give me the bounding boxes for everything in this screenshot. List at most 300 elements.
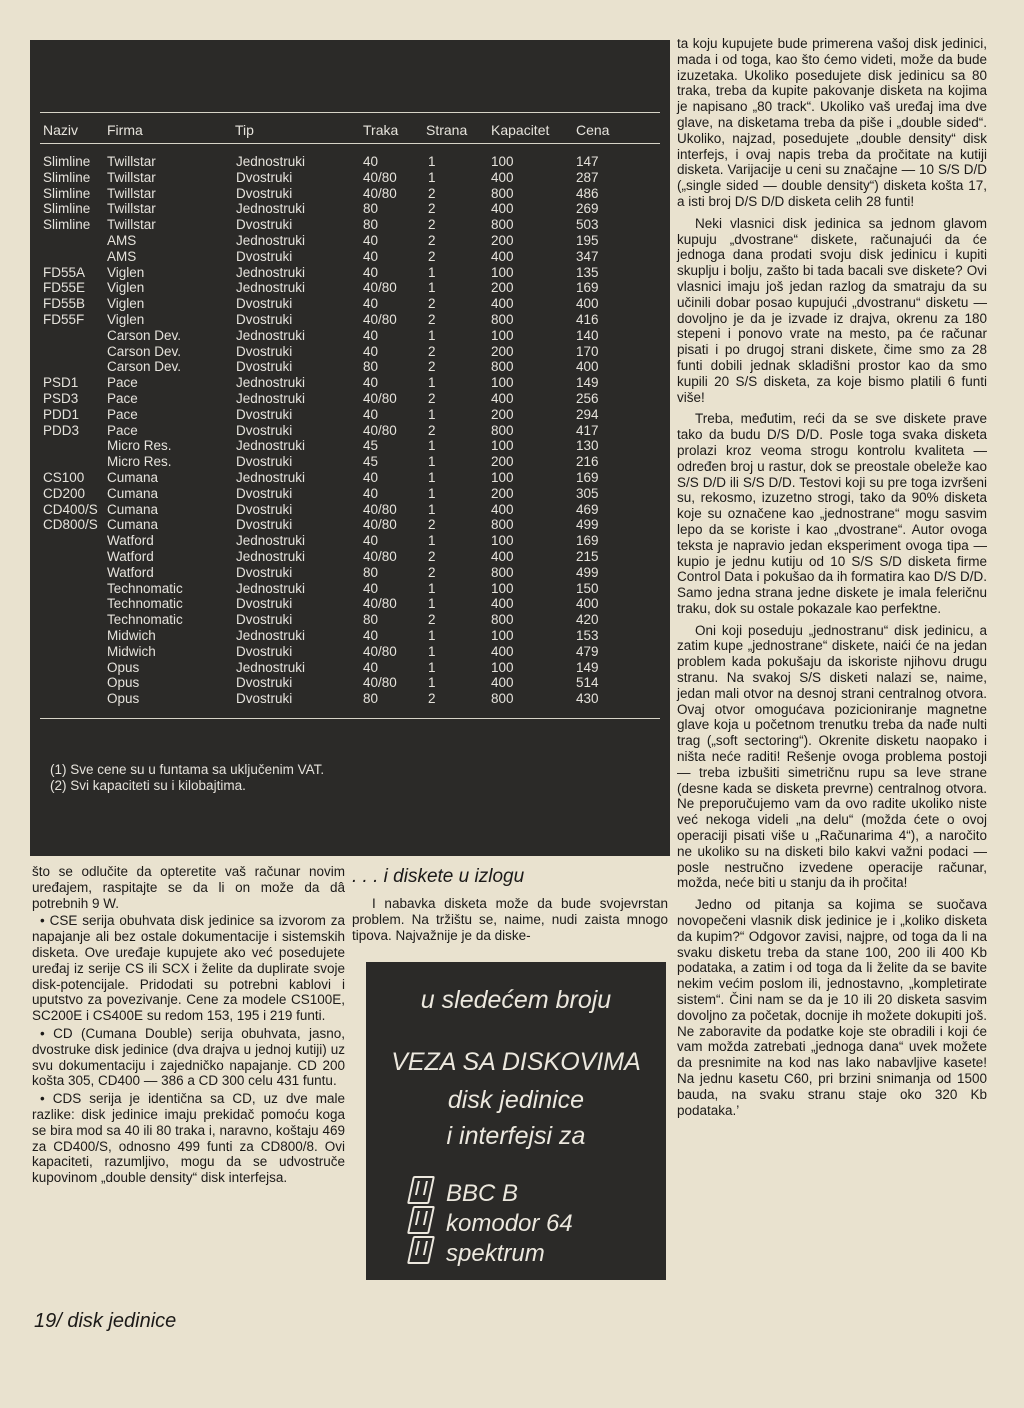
cell-firma: Viglen bbox=[107, 264, 145, 280]
header-strana: Strana bbox=[426, 122, 468, 138]
cell-traka: 80 bbox=[363, 217, 379, 233]
cell-strana: 2 bbox=[428, 296, 436, 312]
cell-cena: 256 bbox=[576, 390, 599, 406]
cell-firma: Cumana bbox=[107, 517, 159, 533]
cell-firma: Twillstar bbox=[107, 154, 156, 169]
cell-cena: 169 bbox=[576, 533, 599, 549]
cell-strana: 1 bbox=[428, 643, 436, 659]
cell-traka: 40 bbox=[363, 248, 379, 264]
header-traka: Traka bbox=[363, 122, 399, 138]
cell-traka: 80 bbox=[363, 359, 379, 375]
cell-tip: Jednostruki bbox=[236, 327, 306, 343]
paragraph: Neki vlasnici disk jedinica sa jednom glavom kupuju „dvostrane“ diskete, računajući da će jednoga dana prodati svoju disk jedinicu i kupiti skuplju i bolju, zašto bi tada bacali sve diskete? Ovi vlasnici imaju još jedan razlog da smatraju da su učinili dobar posao kupujući „dvostranu“ disketu — dovoljno je da je izvade iz drajva, okrenu za 180 stepeni i ponovo vrate na mesto, pa će računar pisati i po drugoj strani diskete, čime smo za 28 funti dobili jednak skladišni prostor kao da smo kupili 20 S/S disketa, za koje bismo platili 6 funti više! bbox=[677, 215, 987, 405]
cell-tip: Dvostruki bbox=[236, 422, 293, 438]
cell-firma: Cumana bbox=[107, 501, 159, 517]
cell-firma: Watford bbox=[107, 533, 154, 549]
cell-kapacitet: 200 bbox=[491, 454, 514, 470]
cell-firma: Carson Dev. bbox=[107, 327, 182, 343]
cell-tip: Dvostruki bbox=[236, 169, 293, 185]
table-note: (1) Sve cene su u funtama sa uključenim VAT. bbox=[50, 762, 325, 777]
cell-cena: 153 bbox=[576, 627, 599, 643]
cell-tip: Dvostruki bbox=[236, 454, 293, 470]
cell-cena: 135 bbox=[576, 264, 599, 280]
cell-traka: 40/80 bbox=[363, 517, 397, 533]
cell-kapacitet: 200 bbox=[491, 343, 514, 359]
cell-firma: Watford bbox=[107, 548, 154, 564]
cell-firma: Viglen bbox=[107, 311, 145, 327]
cell-firma: Cumana bbox=[107, 469, 159, 485]
cell-tip: Dvostruki bbox=[236, 311, 293, 327]
cell-strana: 1 bbox=[428, 154, 436, 169]
cell-cena: 294 bbox=[576, 406, 599, 422]
header-firma: Firma bbox=[107, 122, 143, 138]
cell-traka: 40 bbox=[363, 406, 379, 422]
cell-traka: 40 bbox=[363, 232, 379, 248]
paragraph: što se odlučite da opteretite vaš računar novim uređajem, raspitajte se da li on može da dâ potrebnih 9 W. bbox=[32, 864, 345, 911]
table-row bbox=[30, 233, 670, 249]
right-text-column bbox=[677, 36, 987, 1124]
cell-cena: 287 bbox=[576, 169, 599, 185]
cell-traka: 40 bbox=[363, 485, 379, 501]
cell-cena: 195 bbox=[576, 232, 599, 248]
cell-traka: 40 bbox=[363, 154, 379, 169]
cell-kapacitet: 800 bbox=[491, 185, 514, 201]
cell-kapacitet: 400 bbox=[491, 390, 514, 406]
cell-naziv: Slimline bbox=[43, 201, 91, 217]
table-row bbox=[30, 423, 670, 439]
header-bottom-rule bbox=[40, 143, 660, 144]
cell-tip: Jednostruki bbox=[236, 154, 306, 169]
cell-naziv: Slimline bbox=[43, 169, 91, 185]
cell-tip: Jednostruki bbox=[236, 438, 306, 454]
cell-kapacitet: 400 bbox=[491, 296, 514, 312]
cell-kapacitet: 100 bbox=[491, 438, 514, 454]
cell-traka: 40 bbox=[363, 659, 379, 675]
cell-tip: Jednostruki bbox=[236, 280, 306, 296]
table-row bbox=[30, 217, 670, 233]
cell-firma: Twillstar bbox=[107, 169, 156, 185]
cell-firma: Opus bbox=[107, 659, 140, 675]
cell-traka: 45 bbox=[363, 438, 379, 454]
cell-firma: Viglen bbox=[107, 296, 145, 312]
promo-item-label: spektrum bbox=[446, 1240, 545, 1267]
cell-kapacitet: 800 bbox=[491, 691, 514, 707]
table-row bbox=[30, 249, 670, 265]
cell-cena: 269 bbox=[576, 201, 599, 217]
cell-cena: 140 bbox=[576, 327, 599, 343]
cell-firma: AMS bbox=[107, 248, 137, 264]
table-row bbox=[30, 565, 670, 581]
cell-strana: 2 bbox=[428, 201, 436, 217]
cell-kapacitet: 400 bbox=[491, 248, 514, 264]
cell-kapacitet: 400 bbox=[491, 169, 514, 185]
cell-tip: Dvostruki bbox=[236, 185, 293, 201]
table-row bbox=[30, 533, 670, 549]
cell-cena: 149 bbox=[576, 375, 599, 391]
cell-cena: 400 bbox=[576, 359, 599, 375]
cell-cena: 400 bbox=[576, 596, 599, 612]
cell-firma: Technomatic bbox=[107, 596, 183, 612]
cell-naziv: Slimline bbox=[43, 217, 91, 233]
cell-cena: 486 bbox=[576, 185, 599, 201]
cell-kapacitet: 200 bbox=[491, 485, 514, 501]
cell-firma: Twillstar bbox=[107, 217, 156, 233]
cell-cena: 479 bbox=[576, 643, 599, 659]
cell-tip: Jednostruki bbox=[236, 390, 306, 406]
cell-traka: 40/80 bbox=[363, 596, 397, 612]
cell-strana: 1 bbox=[428, 501, 436, 517]
bullet-paragraph: • CDS serija je identična sa CD, uz dve male razlike: disk jedinice imaju prekidač pomoću koga se bira mod sa 40 ili 80 traka i, naravno, koštaju 469 za CD400/S, odnosno 499 funti za CD800/8. Ovi kapaciteti, razumljivo, mogu da se udvostruče kupovinom „double density“ disk interfejsa. bbox=[32, 1091, 345, 1186]
cell-cena: 170 bbox=[576, 343, 599, 359]
table-row bbox=[30, 644, 670, 660]
table-row bbox=[30, 438, 670, 454]
table-row bbox=[30, 201, 670, 217]
table-row bbox=[30, 549, 670, 565]
cell-strana: 1 bbox=[428, 406, 436, 422]
next-issue-promo bbox=[366, 962, 666, 1280]
cell-firma: Twillstar bbox=[107, 185, 156, 201]
left-text-column bbox=[32, 864, 345, 1188]
cell-kapacitet: 100 bbox=[491, 627, 514, 643]
cell-tip: Dvostruki bbox=[236, 343, 293, 359]
cell-strana: 1 bbox=[428, 580, 436, 596]
cell-cena: 147 bbox=[576, 154, 599, 169]
cell-naziv: Slimline bbox=[43, 185, 91, 201]
cell-traka: 40/80 bbox=[363, 548, 397, 564]
promo-item bbox=[410, 1176, 518, 1208]
paragraph: Treba, međutim, reći da se sve diskete prave tako da budu D/S D/D. Posle toga svaka disketa prolazi kroz veoma strogu kontrolu kvaliteta — određen broj u rastur, dok se preostale obeleže kao S/S D/D ili S/S D/D. Testovi koji su pre toga izvršeni su, rekosmo, izuzetno strogi, tako da 90% disketa koje su označene kao „jednostrane“ mogu sasvim lepo da se koriste i kao „dvostrane“. Autor ovoga teksta je napravio jedan eksperiment ovoga tipa — kupio je jednu kutiju od 10 S/S S/D disketa firme Control Data i pokušao da ih formatira kao D/S D/D. Samo jedna strana jedne diskete je imala feleričnu traku, dok su ostale pokazale kao perfektne. bbox=[677, 411, 987, 616]
promo-item bbox=[410, 1236, 545, 1268]
cell-kapacitet: 800 bbox=[491, 612, 514, 628]
cell-traka: 40/80 bbox=[363, 390, 397, 406]
cell-strana: 2 bbox=[428, 359, 436, 375]
promo-next-issue: u sledećem broju bbox=[420, 986, 612, 1014]
cell-traka: 40/80 bbox=[363, 185, 397, 201]
floppy-disk-icon bbox=[407, 1176, 435, 1204]
cell-cena: 169 bbox=[576, 280, 599, 296]
cell-cena: 420 bbox=[576, 612, 599, 628]
cell-kapacitet: 100 bbox=[491, 533, 514, 549]
cell-traka: 40/80 bbox=[363, 501, 397, 517]
cell-strana: 1 bbox=[428, 675, 436, 691]
cell-tip: Dvostruki bbox=[236, 517, 293, 533]
cell-cena: 499 bbox=[576, 564, 599, 580]
cell-cena: 499 bbox=[576, 517, 599, 533]
cell-firma: Watford bbox=[107, 564, 154, 580]
table-row bbox=[30, 328, 670, 344]
cell-traka: 80 bbox=[363, 612, 379, 628]
cell-firma: Micro Res. bbox=[107, 454, 172, 470]
cell-naziv: CD200 bbox=[43, 485, 86, 501]
table-row bbox=[30, 691, 670, 707]
cell-traka: 40/80 bbox=[363, 169, 397, 185]
cell-naziv: CD800/S bbox=[43, 517, 98, 533]
cell-cena: 130 bbox=[576, 438, 599, 454]
cell-strana: 1 bbox=[428, 438, 436, 454]
cell-traka: 40/80 bbox=[363, 280, 397, 296]
cell-traka: 80 bbox=[363, 201, 379, 217]
table-row bbox=[30, 517, 670, 533]
cell-traka: 40 bbox=[363, 627, 379, 643]
cell-cena: 503 bbox=[576, 217, 599, 233]
cell-firma: Pace bbox=[107, 390, 138, 406]
floppy-disk-icon bbox=[407, 1236, 435, 1264]
cell-strana: 1 bbox=[428, 485, 436, 501]
cell-strana: 2 bbox=[428, 422, 436, 438]
cell-cena: 400 bbox=[576, 296, 599, 312]
cell-tip: Dvostruki bbox=[236, 612, 293, 628]
cell-tip: Dvostruki bbox=[236, 596, 293, 612]
cell-kapacitet: 400 bbox=[491, 501, 514, 517]
table-row bbox=[30, 581, 670, 597]
cell-kapacitet: 400 bbox=[491, 675, 514, 691]
cell-kapacitet: 200 bbox=[491, 280, 514, 296]
table-body bbox=[30, 154, 670, 707]
cell-strana: 1 bbox=[428, 280, 436, 296]
cell-traka: 40 bbox=[363, 296, 379, 312]
cell-tip: Dvostruki bbox=[236, 359, 293, 375]
bullet-paragraph: • CD (Cumana Double) serija obuhvata, jasno, dvostruke disk jedinice (dva drajva u jednoj kutiji) uz svu dokumentaciju i zajedničko napajanje. CD 200 košta 305, CD400 — 386 a CD 300 celu 431 funtu. bbox=[32, 1026, 345, 1089]
cell-firma: Twillstar bbox=[107, 201, 156, 217]
floppy-disk-icon bbox=[407, 1206, 435, 1234]
cell-strana: 2 bbox=[428, 517, 436, 533]
middle-text-column bbox=[352, 896, 668, 943]
table-row bbox=[30, 265, 670, 281]
cell-traka: 40/80 bbox=[363, 675, 397, 691]
cell-firma: Micro Res. bbox=[107, 438, 172, 454]
cell-kapacitet: 800 bbox=[491, 517, 514, 533]
promo-item-label: komodor 64 bbox=[446, 1210, 573, 1237]
cell-cena: 416 bbox=[576, 311, 599, 327]
table-row bbox=[30, 296, 670, 312]
cell-tip: Dvostruki bbox=[236, 217, 293, 233]
cell-traka: 80 bbox=[363, 564, 379, 580]
cell-strana: 2 bbox=[428, 217, 436, 233]
cell-strana: 1 bbox=[428, 264, 436, 280]
cell-firma: Technomatic bbox=[107, 580, 183, 596]
cell-tip: Dvostruki bbox=[236, 296, 293, 312]
cell-strana: 2 bbox=[428, 311, 436, 327]
section-heading: . . . i diskete u izlogu bbox=[352, 866, 525, 887]
cell-firma: Midwich bbox=[107, 643, 156, 659]
cell-kapacitet: 800 bbox=[491, 564, 514, 580]
cell-tip: Dvostruki bbox=[236, 564, 293, 580]
cell-tip: Jednostruki bbox=[236, 469, 306, 485]
cell-tip: Jednostruki bbox=[236, 201, 306, 217]
cell-strana: 2 bbox=[428, 343, 436, 359]
cell-tip: Jednostruki bbox=[236, 580, 306, 596]
table-row bbox=[30, 407, 670, 423]
table-row bbox=[30, 391, 670, 407]
cell-kapacitet: 400 bbox=[491, 548, 514, 564]
cell-kapacitet: 400 bbox=[491, 596, 514, 612]
cell-traka: 40 bbox=[363, 264, 379, 280]
table-note: (2) Svi kapaciteti su i kilobajtima. bbox=[50, 778, 246, 793]
table-row bbox=[30, 375, 670, 391]
table-row bbox=[30, 280, 670, 296]
table-row bbox=[30, 612, 670, 628]
paragraph: Jedno od pitanja sa kojima se suočava novopečeni vlasnik disk jedinice je i „koliko disketa da kupim?“ Odgovor zavisi, najpre, od toga da li na svaku disketu treba da stane 100, 200 ili 400 Kb podataka, a zatim i od toga da li želite da se bavite nekim većim poslom ili, jednostavno, „kompletirate sistem“. Čini nam se da je 10 ili 20 disketa sasvim dovoljno za početak, docnije ih možete dokupiti još. Ne zaboravite da podatke koje ste obradili i koji će vam možda zatrebati „jednoga dana“ uvek možete da presnimite na kod nas lako nabavljive kasete! Na jednu kasetu C60, pri brzini snimanja od 1500 bauda, na svaku stranu staje oko 320 Kb podataka.’ bbox=[677, 897, 987, 1118]
cell-kapacitet: 100 bbox=[491, 264, 514, 280]
cell-kapacitet: 100 bbox=[491, 375, 514, 391]
cell-tip: Dvostruki bbox=[236, 691, 293, 707]
cell-tip: Jednostruki bbox=[236, 264, 306, 280]
header-cena: Cena bbox=[576, 122, 610, 138]
table-row bbox=[30, 170, 670, 186]
cell-cena: 305 bbox=[576, 485, 599, 501]
cell-naziv: FD55B bbox=[43, 296, 86, 312]
paragraph: I nabavka disketa može da bude svojevrstan problem. Na tržištu se, naime, nudi zaista mnogo tipova. Najvažnije je da diske- bbox=[352, 896, 668, 943]
cell-strana: 1 bbox=[428, 659, 436, 675]
cell-kapacitet: 100 bbox=[491, 154, 514, 169]
cell-cena: 514 bbox=[576, 675, 599, 691]
cell-cena: 149 bbox=[576, 659, 599, 675]
cell-kapacitet: 400 bbox=[491, 643, 514, 659]
promo-subtitle: disk jedinice bbox=[447, 1086, 585, 1114]
cell-firma: Opus bbox=[107, 675, 140, 691]
cell-naziv: FD55F bbox=[43, 311, 85, 327]
cell-kapacitet: 400 bbox=[491, 201, 514, 217]
cell-cena: 417 bbox=[576, 422, 599, 438]
table-row bbox=[30, 186, 670, 202]
cell-traka: 40/80 bbox=[363, 422, 397, 438]
table-row bbox=[30, 470, 670, 486]
cell-kapacitet: 200 bbox=[491, 406, 514, 422]
disk-price-table-panel bbox=[30, 40, 670, 856]
cell-kapacitet: 800 bbox=[491, 217, 514, 233]
table-bottom-rule bbox=[40, 718, 660, 719]
cell-cena: 150 bbox=[576, 580, 599, 596]
cell-naziv: PSD3 bbox=[43, 390, 79, 406]
cell-tip: Dvostruki bbox=[236, 675, 293, 691]
cell-strana: 2 bbox=[428, 564, 436, 580]
cell-naziv: FD55A bbox=[43, 264, 86, 280]
cell-strana: 1 bbox=[428, 533, 436, 549]
cell-firma: Pace bbox=[107, 406, 138, 422]
cell-strana: 1 bbox=[428, 169, 436, 185]
cell-strana: 2 bbox=[428, 691, 436, 707]
cell-strana: 1 bbox=[428, 454, 436, 470]
promo-subtitle: i interfejsi za bbox=[446, 1122, 586, 1150]
cell-firma: Carson Dev. bbox=[107, 343, 182, 359]
promo-item bbox=[410, 1206, 573, 1238]
cell-kapacitet: 800 bbox=[491, 422, 514, 438]
cell-tip: Dvostruki bbox=[236, 501, 293, 517]
cell-firma: Midwich bbox=[107, 627, 156, 643]
cell-traka: 80 bbox=[363, 691, 379, 707]
table-row bbox=[30, 660, 670, 676]
cell-firma: Cumana bbox=[107, 485, 159, 501]
table-row bbox=[30, 596, 670, 612]
cell-tip: Jednostruki bbox=[236, 533, 306, 549]
table-row bbox=[30, 359, 670, 375]
cell-naziv: PDD3 bbox=[43, 422, 80, 438]
cell-firma: Pace bbox=[107, 375, 138, 391]
cell-naziv: FD55E bbox=[43, 280, 86, 296]
cell-strana: 1 bbox=[428, 469, 436, 485]
table-top-rule bbox=[40, 112, 660, 113]
cell-strana: 2 bbox=[428, 612, 436, 628]
cell-cena: 216 bbox=[576, 454, 599, 470]
cell-traka: 40 bbox=[363, 375, 379, 391]
cell-kapacitet: 100 bbox=[491, 659, 514, 675]
header-kapacitet: Kapacitet bbox=[491, 122, 550, 138]
header-naziv: Naziv bbox=[43, 122, 79, 138]
cell-strana: 2 bbox=[428, 548, 436, 564]
promo-title: VEZA SA DISKOVIMA bbox=[391, 1048, 641, 1076]
cell-kapacitet: 200 bbox=[491, 232, 514, 248]
cell-firma: Carson Dev. bbox=[107, 359, 182, 375]
paragraph: ta koju kupujete bude primerena vašoj disk jedinici, mada i od toga, kao što ćemo videti, može da bude izuzetaka. Ukoliko posedujete disk jedinicu sa 80 traka, treba da kupite pakovanje disketa na kojima je napisano „80 track“. Ukoliko vaš uređaj ima dve glave, na disketama treba da piše i „double sided“. Ukoliko, najzad, posedujete „double density“ disk interfejs, i ovaj napis treba da pročitate na kutiji disketa. Varijacije u ceni su značajne — 10 S/S D/D („single sided — double density“) disketa košta 17, a isti broj D/S D/D disketa celih 28 funti! bbox=[677, 36, 987, 209]
cell-firma: Opus bbox=[107, 691, 140, 707]
cell-kapacitet: 800 bbox=[491, 359, 514, 375]
cell-traka: 40/80 bbox=[363, 311, 397, 327]
cell-tip: Jednostruki bbox=[236, 627, 306, 643]
cell-naziv: PSD1 bbox=[43, 375, 79, 391]
cell-firma: Technomatic bbox=[107, 612, 183, 628]
cell-cena: 347 bbox=[576, 248, 599, 264]
cell-traka: 40 bbox=[363, 580, 379, 596]
cell-traka: 40 bbox=[363, 533, 379, 549]
cell-firma: Pace bbox=[107, 422, 138, 438]
cell-tip: Dvostruki bbox=[236, 643, 293, 659]
cell-strana: 1 bbox=[428, 375, 436, 391]
cell-kapacitet: 100 bbox=[491, 580, 514, 596]
cell-naziv: Slimline bbox=[43, 154, 91, 169]
cell-strana: 2 bbox=[428, 232, 436, 248]
cell-cena: 469 bbox=[576, 501, 599, 517]
cell-cena: 430 bbox=[576, 691, 599, 707]
header-tip: Tip bbox=[235, 122, 254, 138]
cell-tip: Dvostruki bbox=[236, 248, 293, 264]
cell-cena: 169 bbox=[576, 469, 599, 485]
cell-naziv: CS100 bbox=[43, 469, 85, 485]
cell-strana: 2 bbox=[428, 185, 436, 201]
table-row bbox=[30, 154, 670, 170]
table-row bbox=[30, 344, 670, 360]
table-row bbox=[30, 312, 670, 328]
cell-strana: 2 bbox=[428, 248, 436, 264]
cell-traka: 45 bbox=[363, 454, 379, 470]
paragraph: Oni koji poseduju „jednostranu“ disk jedinicu, a zatim kupe „jednostrane“ diskete, naići će na jedan problem kada pokušaju da iskoriste njihovu drugu stranu. Na svakoj S/S disketi nalazi se, naime, jedan mali otvor na desnoj strani centralnog otvora. Ovaj otvor omogućava pozicioniranje magnetne glave koja u početnom trenutku treba da nađe nulti trag („soft sectoring“). Okrenite disketu naopako i ništa neće raditi! Rešenje ovoga problema postoji — treba izbušiti simetričnu rupu sa leve strane (desne kada se disketa prevrne) centralnog otvora. Ne preporučujemo vam da ovo radite ukoliko niste već nekoga videli „na delu“ (možda ćete o ovoj operaciji pisati više u „Računarima 4“), a naročito ne ukoliko su na disketi bilo kakvi važni podaci — posle nestručno izvedene operacije računar, možda, neće biti u stanju da ih pročita! bbox=[677, 622, 987, 891]
cell-tip: Dvostruki bbox=[236, 485, 293, 501]
table-row bbox=[30, 502, 670, 518]
cell-tip: Jednostruki bbox=[236, 375, 306, 391]
cell-firma: Viglen bbox=[107, 280, 145, 296]
cell-strana: 1 bbox=[428, 327, 436, 343]
cell-kapacitet: 100 bbox=[491, 469, 514, 485]
page-footer: 19/ disk jedinice bbox=[34, 1310, 177, 1332]
table-row bbox=[30, 486, 670, 502]
cell-kapacitet: 800 bbox=[491, 311, 514, 327]
table-header-row bbox=[30, 122, 670, 140]
cell-naziv: PDD1 bbox=[43, 406, 80, 422]
cell-firma: AMS bbox=[107, 232, 137, 248]
table-row bbox=[30, 628, 670, 644]
cell-tip: Jednostruki bbox=[236, 548, 306, 564]
cell-cena: 215 bbox=[576, 548, 599, 564]
cell-traka: 40 bbox=[363, 343, 379, 359]
cell-kapacitet: 100 bbox=[491, 327, 514, 343]
table-row bbox=[30, 675, 670, 691]
cell-tip: Jednostruki bbox=[236, 659, 306, 675]
cell-strana: 1 bbox=[428, 596, 436, 612]
cell-tip: Jednostruki bbox=[236, 232, 306, 248]
cell-traka: 40 bbox=[363, 469, 379, 485]
cell-naziv: CD400/S bbox=[43, 501, 98, 517]
bullet-paragraph: • CSE serija obuhvata disk jedinice sa izvorom za napajanje ali bez ostale dokumentacije i sistemskih disketa. Ove uređaje kupujete ako već posedujete uređaj iz serije CS ili SCX i želite da duplirate svoje disk-potencijale. Pridodati su potrebni kablovi i uputstvo za povezivanje. Cene za modele CS100E, SC200E i CS400E su redom 153, 195 i 219 funti. bbox=[32, 913, 345, 1024]
cell-tip: Dvostruki bbox=[236, 406, 293, 422]
